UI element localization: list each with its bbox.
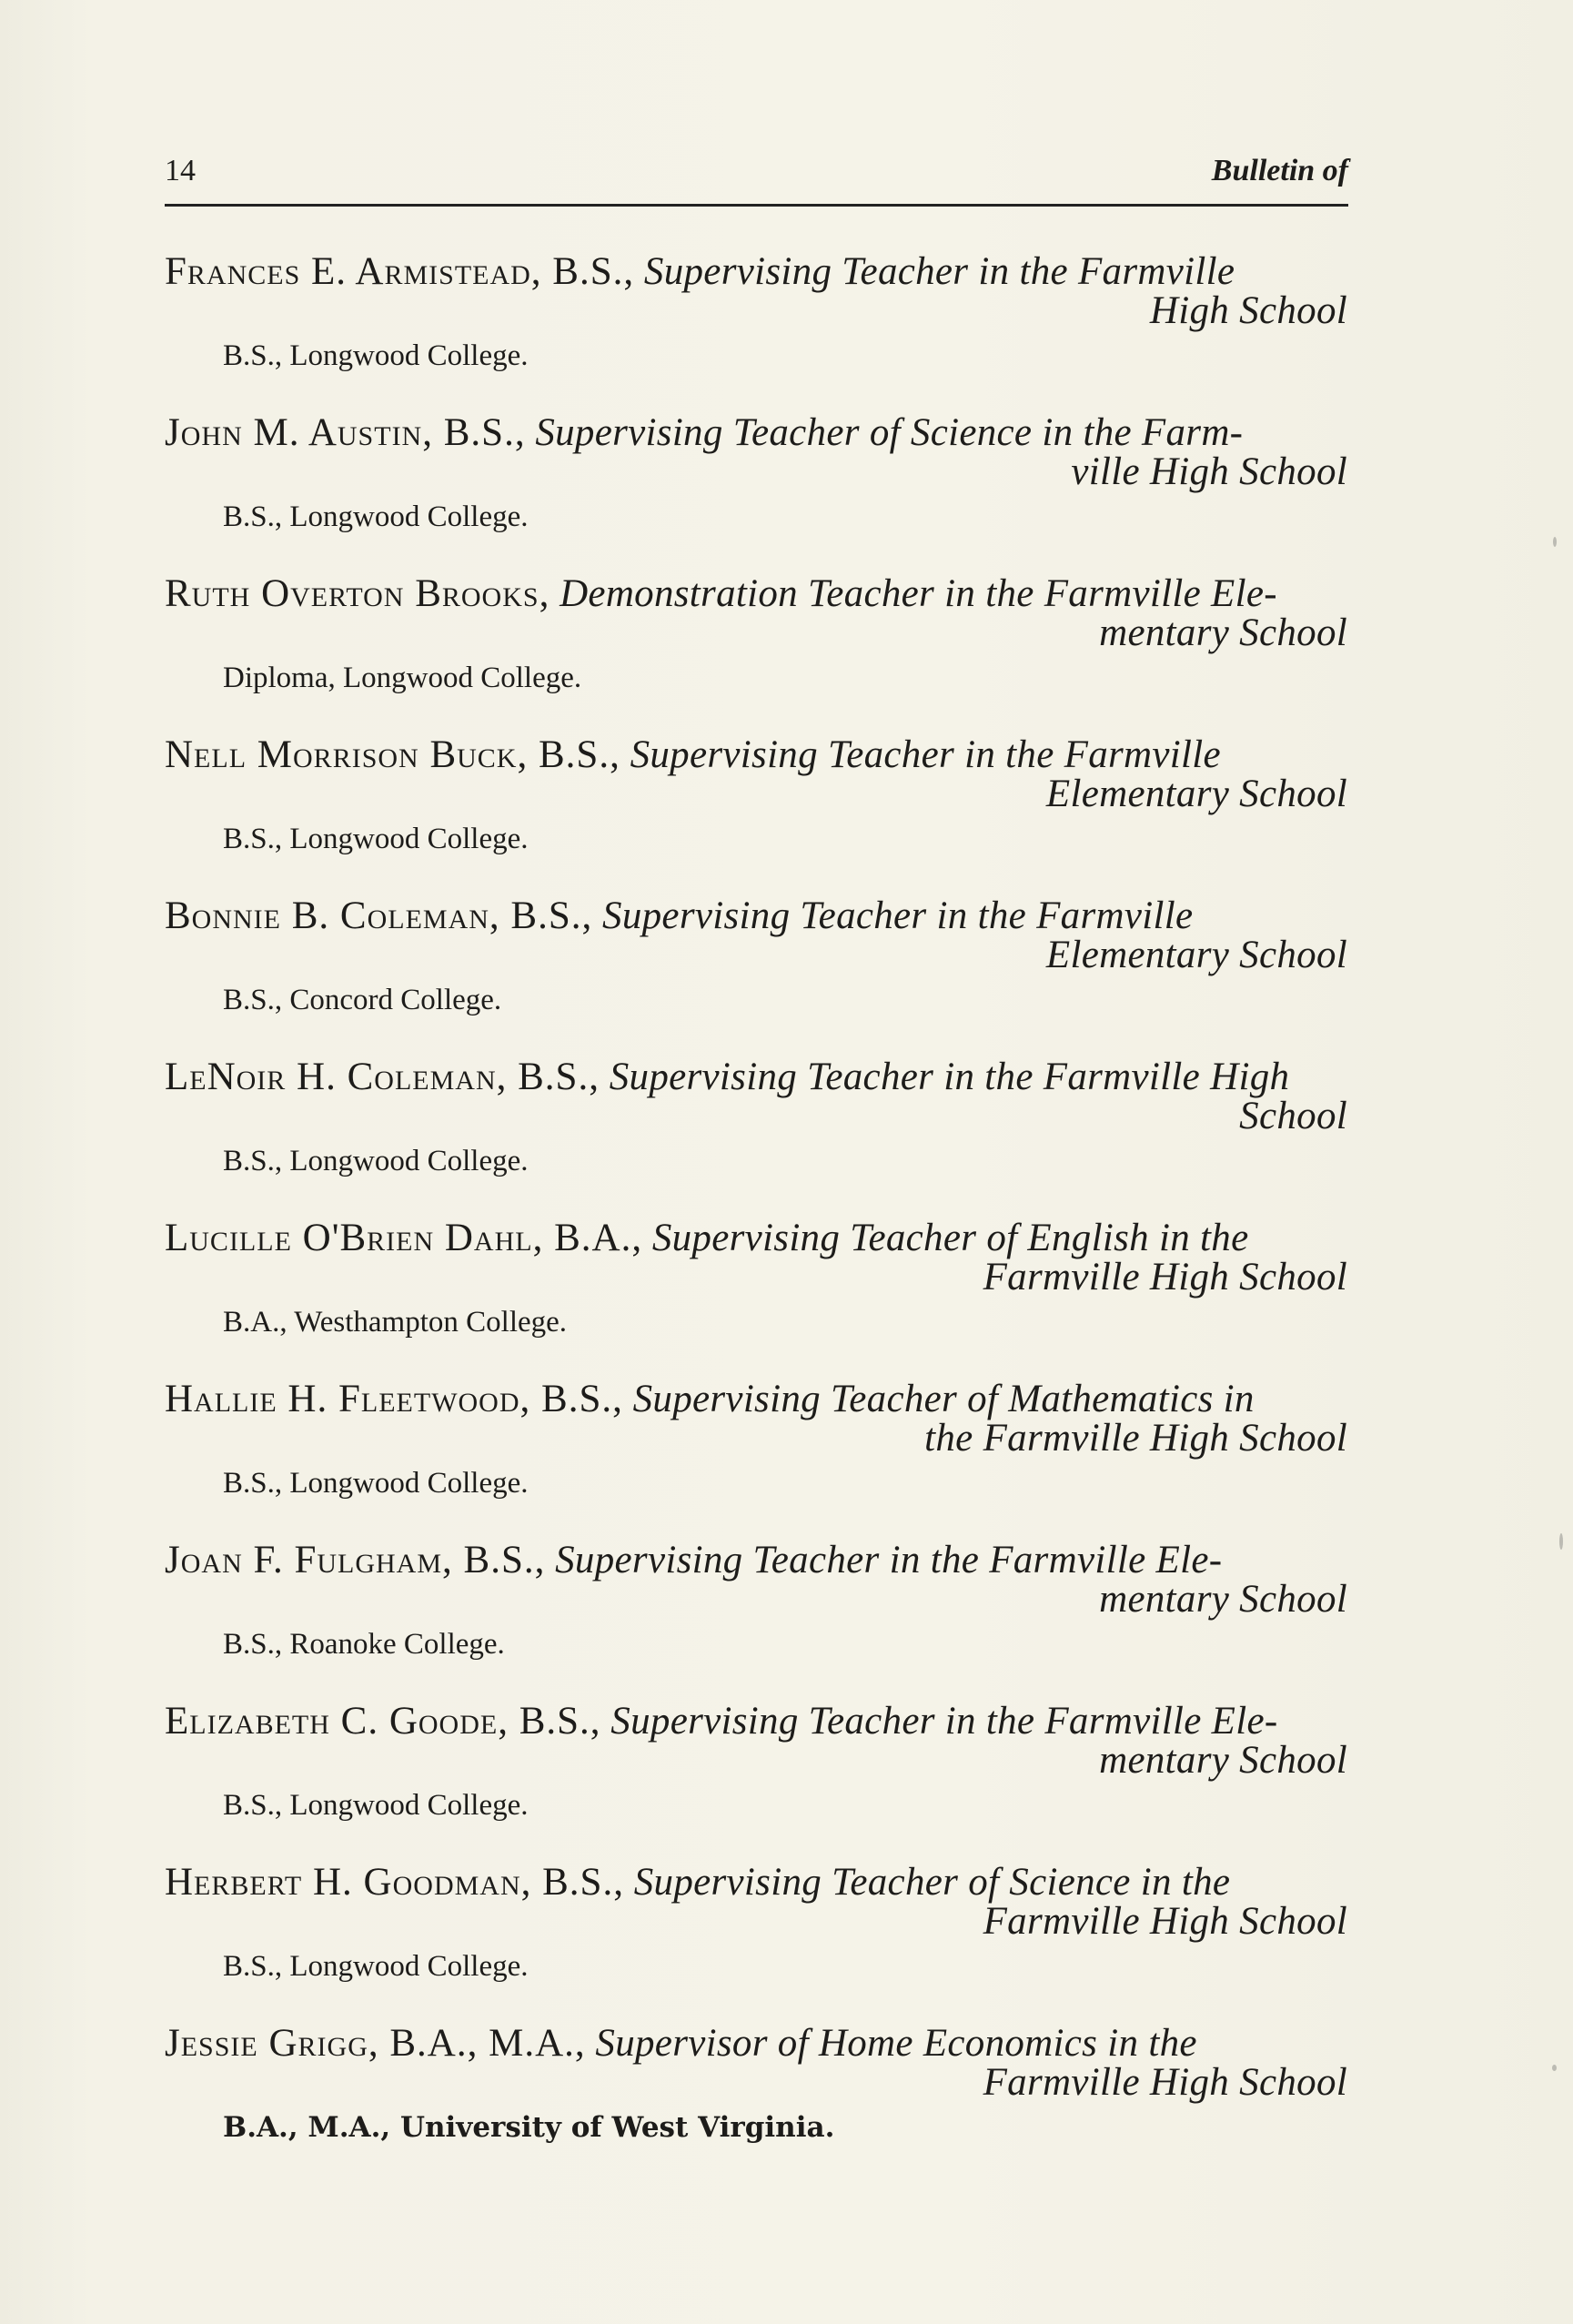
faculty-title-end: Farmville High School xyxy=(983,1256,1347,1298)
faculty-degree: B.S., Longwood College. xyxy=(223,1145,529,1177)
faculty-degree: B.S., Longwood College. xyxy=(223,823,529,855)
faculty-title-start: Supervising Teacher of Science in the xyxy=(633,1861,1231,1904)
faculty-name-title-line xyxy=(165,2024,1347,2063)
faculty-title-end: Farmville High School xyxy=(983,2061,1347,2104)
faculty-degree: B.S., Longwood College. xyxy=(223,1467,529,1500)
page-header xyxy=(165,153,1348,207)
faculty-title-start: Demonstration Teacher in the Farmville Ele- xyxy=(560,572,1277,615)
faculty-degree: B.S., Roanoke College. xyxy=(223,1628,505,1661)
running-head: Bulletin of xyxy=(1211,154,1348,187)
faculty-name-title-line xyxy=(165,1863,1347,1902)
faculty-name-title-line xyxy=(165,735,1347,774)
faculty-title-start: Supervising Teacher in the Farmville xyxy=(602,894,1194,937)
faculty-entry xyxy=(165,1541,1347,1702)
faculty-name: Lucille O'Brien Dahl, B.A., xyxy=(165,1217,643,1259)
faculty-title-end: ville High School xyxy=(1071,450,1347,493)
faculty-title-end: the Farmville High School xyxy=(924,1417,1347,1460)
faculty-degree: B.S., Longwood College. xyxy=(223,1789,529,1822)
faculty-title-end: School xyxy=(1239,1095,1347,1137)
faculty-name: Jessie Grigg, B.A., M.A., xyxy=(165,2022,586,2065)
paper-speck xyxy=(1552,2065,1557,2071)
faculty-name-title-line xyxy=(165,413,1347,452)
faculty-title-end: mentary School xyxy=(1099,611,1347,654)
page-number: 14 xyxy=(165,154,196,187)
faculty-name: LeNoir H. Coleman, B.S., xyxy=(165,1056,600,1098)
paper-speck xyxy=(1559,1533,1563,1550)
paper-speck xyxy=(1553,537,1557,547)
faculty-entry xyxy=(165,896,1347,1057)
faculty-name-title-line xyxy=(165,1541,1347,1580)
faculty-name: Nell Morrison Buck, B.S., xyxy=(165,733,620,776)
faculty-entry xyxy=(165,574,1347,735)
faculty-entry xyxy=(165,1218,1347,1379)
faculty-title-start: Supervising Teacher in the Farmville Ele- xyxy=(610,1700,1278,1743)
faculty-degree: B.S., Concord College. xyxy=(223,984,502,1016)
faculty-entry xyxy=(165,252,1347,413)
faculty-name: Frances E. Armistead, B.S., xyxy=(165,250,635,293)
faculty-degree: B.S., Longwood College. xyxy=(223,500,529,533)
faculty-list xyxy=(165,252,1347,2185)
faculty-title-end: Elementary School xyxy=(1045,773,1347,815)
faculty-title-end: High School xyxy=(1149,289,1347,332)
faculty-degree: B.A., Westhampton College. xyxy=(223,1306,568,1339)
faculty-name: Joan F. Fulgham, B.S., xyxy=(165,1539,546,1581)
faculty-name: Bonnie B. Coleman, B.S., xyxy=(165,894,593,937)
faculty-entry xyxy=(165,1057,1347,1218)
faculty-name-title-line xyxy=(165,1057,1347,1096)
faculty-name: Ruth Overton Brooks, xyxy=(165,572,550,615)
faculty-name: Elizabeth C. Goode, B.S., xyxy=(165,1700,601,1743)
faculty-name-title-line xyxy=(165,1379,1347,1419)
faculty-title-start: Supervising Teacher in the Farmville xyxy=(643,250,1235,293)
faculty-entry xyxy=(165,1702,1347,1863)
faculty-title-start: Supervising Teacher of English in the xyxy=(651,1217,1249,1259)
faculty-title-start: Supervising Teacher in the Farmville Ele- xyxy=(555,1539,1223,1581)
faculty-degree: B.S., Longwood College. xyxy=(223,339,529,372)
faculty-name-title-line xyxy=(165,252,1347,291)
faculty-name-title-line xyxy=(165,1702,1347,1741)
faculty-title-start: Supervisor of Home Economics in the xyxy=(595,2022,1197,2065)
faculty-entry xyxy=(165,735,1347,896)
faculty-title-end: Farmville High School xyxy=(983,1900,1347,1943)
faculty-name: Herbert H. Goodman, B.S., xyxy=(165,1861,624,1904)
faculty-title-start: Supervising Teacher in the Farmville xyxy=(630,733,1221,776)
faculty-title-start: Supervising Teacher of Mathematics in xyxy=(632,1378,1255,1420)
faculty-title-start: Supervising Teacher in the Farmville High xyxy=(609,1056,1290,1098)
faculty-name-title-line xyxy=(165,896,1347,935)
faculty-degree: Diploma, Longwood College. xyxy=(223,662,582,694)
faculty-name-title-line xyxy=(165,574,1347,613)
faculty-degree: B.A., M.A., University of West Virginia. xyxy=(223,2111,835,2144)
faculty-title-end: Elementary School xyxy=(1045,934,1347,976)
faculty-title-start: Supervising Teacher of Science in the Farm- xyxy=(535,411,1244,454)
faculty-name-title-line xyxy=(165,1218,1347,1258)
faculty-name: Hallie H. Fleetwood, B.S., xyxy=(165,1378,623,1420)
faculty-entry xyxy=(165,2024,1347,2185)
faculty-title-end: mentary School xyxy=(1099,1578,1347,1621)
faculty-entry xyxy=(165,1863,1347,2024)
faculty-entry xyxy=(165,413,1347,574)
faculty-name: John M. Austin, B.S., xyxy=(165,411,526,454)
faculty-entry xyxy=(165,1379,1347,1541)
faculty-title-end: mentary School xyxy=(1099,1739,1347,1782)
faculty-degree: B.S., Longwood College. xyxy=(223,1950,529,1983)
